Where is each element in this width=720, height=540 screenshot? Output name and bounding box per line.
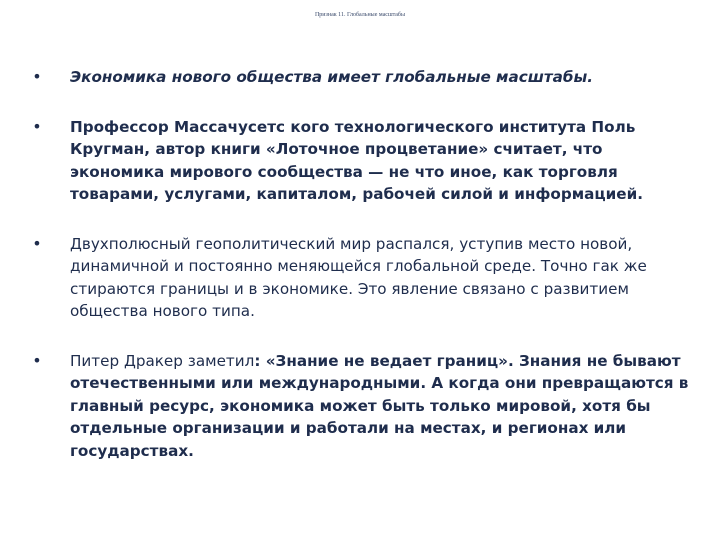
- bullet-list: [30, 66, 690, 489]
- bullet-dot-icon: •: [32, 67, 42, 86]
- bullet-item-2: [30, 116, 690, 206]
- bullet-text: Профессор Массачусетс кого технологического института Поль Кругман, автор книги «Лоточное процветание» считает, что экономика мирового сообщества — не что иное, как торговля товарами, услугами, капиталом, рабочей силой и информацией.: [70, 117, 643, 203]
- bullet-text: Экономика нового общества имеет глобальные масштабы.: [70, 68, 594, 86]
- bullet-dot-icon: •: [32, 233, 42, 253]
- bullet-text: Двухполюсный геополитический мир распался, уступив место новой, динамичной и постоянно меняющейся глобальной среде. Точно гак же стираются границы и в экономике. Это явление связано с развитием общества нового типа.: [70, 234, 647, 320]
- slide-title: Признак 11. Глобальные масштабы: [314, 12, 406, 18]
- bullet-item-1: [30, 66, 690, 89]
- bullet-dot-icon: •: [32, 116, 42, 136]
- bullet-dot-icon: •: [32, 350, 42, 370]
- bullet-prefix: Питер Дракер заметил: [70, 351, 255, 370]
- bullet-item-3: [30, 233, 690, 323]
- bullet-item-4: [30, 350, 690, 463]
- bullet-text: : «Знание не ведает границ». Знания не бывают отечественными или международными. А когда они превращаются в главный ресурс, экономика может быть только мировой, хотя бы отдельные организации и работали на местах, и регионах или государствах.: [70, 351, 689, 460]
